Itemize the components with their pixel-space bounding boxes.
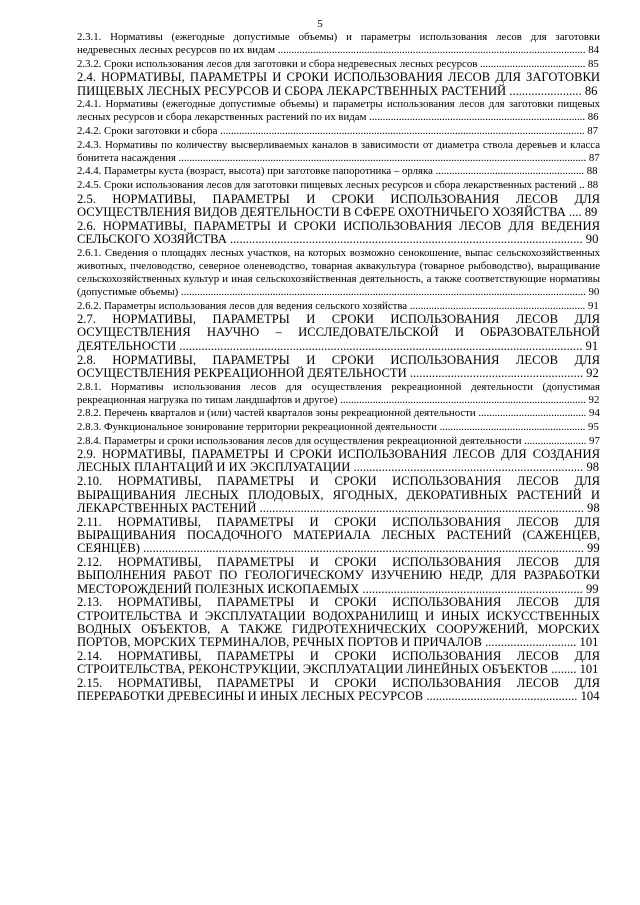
toc-entry-title: 2.11. НОРМАТИВЫ, ПАРАМЕТРЫ И СРОКИ ИСПОЛЬЗОВАНИЯ ЛЕСОВ ДЛЯ ВЫРАЩИВАНИЯ ПОСАДОЧНОГО МАТЕРИАЛА ЛЕСНЫХ РАСТЕНИЙ (САЖЕНЦЕВ, СЕЯНЦЕВ)	[77, 514, 600, 556]
toc-entry-title: 2.4.4. Параметры куста (возраст, высота) при заготовке папоротника – орляка	[77, 165, 433, 178]
dot-leader: ........	[548, 662, 580, 677]
dot-leader: ......................................................................................................................................................	[178, 286, 589, 298]
page-number: 5	[317, 18, 323, 30]
dot-leader: .......................................	[477, 57, 588, 70]
toc-entry-page: 101	[579, 662, 599, 677]
toc-entry[interactable]	[77, 677, 600, 704]
dot-leader: ..	[576, 178, 588, 191]
toc-entry-page: 86	[584, 83, 598, 98]
toc-entry-page: 91	[585, 338, 599, 353]
toc-entry[interactable]	[77, 435, 600, 448]
toc-entry-title: 2.6.1. Сведения о площадях лесных участков, на которых возможно сенокошение, выпас сельскохозяйственных животных, пчеловодство, северное оленеводство, товарная аквакультура (товарное рыбоводство), выращивание сельскохозяйственных культур и иная сельскохозяйственная деятельность, а также соответствующие нормативы (допустимые объемы)	[77, 246, 600, 298]
toc-entry[interactable]	[77, 165, 600, 178]
toc-entry-title: 2.6.2. Параметры использования лесов для ведения сельского хозяйства	[77, 299, 408, 312]
toc-entry[interactable]	[77, 650, 600, 677]
toc-entry-page: 88	[587, 178, 599, 191]
dot-leader: .......................................................	[406, 365, 587, 380]
toc-entry[interactable]	[77, 475, 600, 515]
toc-entry-page: 99	[587, 541, 600, 556]
dot-leader: .......................................................	[432, 165, 587, 178]
toc-entry-title: 2.4.2. Сроки заготовки и сбора	[77, 125, 218, 138]
toc-entry-title: 2.8. НОРМАТИВЫ, ПАРАМЕТРЫ И СРОКИ ИСПОЛЬЗОВАНИЯ ЛЕСОВ ДЛЯ ОСУЩЕСТВЛЕНИЯ РЕКРЕАЦИОННОЙ ДЕЯТЕЛЬНОСТИ	[77, 352, 600, 380]
toc-entry-title: 2.14. НОРМАТИВЫ, ПАРАМЕТРЫ И СРОКИ ИСПОЛЬЗОВАНИЯ ЛЕСОВ ДЛЯ СТРОИТЕЛЬСТВА, РЕКОНСТРУКЦИИ, ЭКСПЛУАТАЦИИ ЛИНЕЙНЫХ ОБЪЕКТОВ	[77, 649, 600, 677]
toc-entry-title: 2.3.2. Сроки использования лесов для заготовки и сбора недревесных лесных ресурсов	[77, 57, 478, 70]
dot-leader: ......................................................................	[359, 581, 586, 596]
toc-entry-title: 2.3.1. Нормативы (ежегодные допустимые объемы) и параметры использования лесов для заготовки недревесных лесных ресурсов по их видам	[77, 31, 600, 57]
dot-leader: .......................	[521, 434, 590, 447]
toc-entry-page: 86	[587, 111, 599, 124]
toc-entry[interactable]	[77, 313, 600, 353]
toc-entry-page: 98	[586, 460, 600, 475]
toc-entry[interactable]	[77, 448, 600, 475]
toc-entry-title: 2.5. НОРМАТИВЫ, ПАРАМЕТРЫ И СРОКИ ИСПОЛЬЗОВАНИЯ ЛЕСОВ ДЛЯ ОСУЩЕСТВЛЕНИЯ ВИДОВ ДЕЯТЕЛЬНОСТИ В СФЕРЕ ОХОТНИЧЬЕГО ХОЗЯЙСТВА	[77, 191, 600, 219]
toc-entry-title: 2.9. НОРМАТИВЫ, ПАРАМЕТРЫ И СРОКИ ИСПОЛЬЗОВАНИЯ ЛЕСОВ ДЛЯ СОЗДАНИЯ ЛЕСНЫХ ПЛАНТАЦИЙ И ИХ ЭКСПЛУАТАЦИИ	[77, 447, 600, 475]
toc-entry[interactable]	[77, 193, 600, 220]
toc-entry-title: 2.4.5. Сроки использования лесов для заготовки пищевых лесных ресурсов и сбора лекарственных растений	[77, 178, 577, 191]
toc-entry-page: 104	[580, 689, 600, 704]
dot-leader: .......................................................................................................	[256, 500, 588, 515]
toc-entry-page: 97	[589, 434, 600, 447]
toc-entry-page: 90	[588, 286, 600, 298]
dot-leader: ..................................................................................................................	[275, 44, 589, 57]
toc-entry-page: 89	[584, 204, 598, 219]
dot-leader: ...........................................................................................	[337, 393, 589, 406]
toc-entry-page: 85	[588, 57, 599, 70]
dot-leader: .......................	[506, 83, 585, 98]
toc-entry[interactable]	[77, 300, 600, 313]
toc-entry[interactable]	[77, 71, 600, 98]
dot-leader: ................................................	[423, 689, 581, 704]
toc-entry-title: 2.4.3. Нормативы по количеству высверливаемых каналов в зависимости от диаметра ствола деревьев и класса бонитета насаждения	[77, 138, 600, 164]
dot-leader: ......................................................	[436, 420, 589, 433]
toc-entry-page: 98	[587, 500, 600, 515]
toc-entry-page: 92	[586, 365, 599, 380]
toc-entry[interactable]	[77, 58, 600, 71]
dot-leader: .................................................................	[407, 299, 588, 312]
dot-leader: ....	[565, 204, 585, 219]
dot-leader: .........................................................................	[350, 460, 587, 475]
toc-entry-title: 2.4. НОРМАТИВЫ, ПАРАМЕТРЫ И СРОКИ ИСПОЛЬЗОВАНИЯ ЛЕСОВ ДЛЯ ЗАГОТОВКИ ПИЩЕВЫХ ЛЕСНЫХ РЕСУРСОВ И СБОРА ЛЕКАРСТВЕННЫХ РАСТЕНИЙ	[77, 70, 600, 98]
toc-entry-title: 2.13. НОРМАТИВЫ, ПАРАМЕТРЫ И СРОКИ ИСПОЛЬЗОВАНИЯ ЛЕСОВ ДЛЯ СТРОИТЕЛЬСТВА И ЭКСПЛУАТАЦИИ ВОДОХРАНИЛИЩ И ИНЫХ ИСКУССТВЕННЫХ ВОДНЫХ ОБЪЕКТОВ, А ТАКЖЕ ГИДРОТЕХНИЧЕСКИХ СООРУЖЕНИЙ, МОРСКИХ ПОРТОВ, МОРСКИХ ТЕРМИНАЛОВ, РЕЧНЫХ ПОРТОВ И ПРИЧАЛОВ	[77, 595, 600, 650]
toc-entry-page: 95	[588, 420, 599, 433]
toc-entry[interactable]	[77, 596, 600, 649]
toc-entry-title: 2.8.3. Функциональное зонирование территории рекреационной деятельности	[77, 420, 437, 433]
toc-entry[interactable]	[77, 31, 600, 57]
toc-entry[interactable]	[77, 556, 600, 596]
toc-entry-page: 87	[588, 151, 600, 164]
toc-entry[interactable]	[77, 516, 600, 556]
toc-entry[interactable]	[77, 407, 600, 420]
toc-entry-title: 2.6. НОРМАТИВЫ, ПАРАМЕТРЫ И СРОКИ ИСПОЛЬЗОВАНИЯ ЛЕСОВ ДЛЯ ВЕДЕНИЯ СЕЛЬСКОГО ХОЗЯЙСТВА	[77, 218, 600, 246]
toc-entry-title: 2.8.2. Перечень кварталов и (или) частей кварталов зоны рекреационной деятельности	[77, 407, 476, 420]
toc-entry-page: 88	[586, 165, 598, 178]
toc-entry-title: 2.7. НОРМАТИВЫ, ПАРАМЕТРЫ И СРОКИ ИСПОЛЬЗОВАНИЯ ЛЕСОВ ДЛЯ ОСУЩЕСТВЛЕНИЯ НАУЧНО – ИССЛЕДОВАТЕЛЬСКОЙ И ОБРАЗОВАТЕЛЬНОЙ ДЕЯТЕЛЬНОСТИ	[77, 312, 600, 353]
toc-entry-title: 2.8.1. Нормативы использования лесов для осуществления рекреационной деятельности (допустимая рекреационная нагрузка по типам ландшафтов и другое)	[77, 380, 600, 406]
toc-entry[interactable]	[77, 354, 600, 381]
toc-entry-title: 2.12. НОРМАТИВЫ, ПАРАМЕТРЫ И СРОКИ ИСПОЛЬЗОВАНИЯ ЛЕСОВ ДЛЯ ВЫПОЛНЕНИЯ РАБОТ ПО ГЕОЛОГИЧЕСКОМУ ИЗУЧЕНИЮ НЕДР, ДЛЯ РАЗРАБОТКИ МЕСТОРОЖДЕНИЙ ПОЛЕЗНЫХ ИСКОПАЕМЫХ	[77, 555, 600, 596]
toc-entry-page: 99	[585, 581, 599, 596]
dot-leader: .......................................................................................................................................	[217, 125, 588, 138]
toc-entry[interactable]	[77, 179, 600, 192]
toc-entry-title: 2.10. НОРМАТИВЫ, ПАРАМЕТРЫ И СРОКИ ИСПОЛЬЗОВАНИЯ ЛЕСОВ ДЛЯ ВЫРАЩИВАНИЯ ЛЕСНЫХ ПЛОДОВЫХ, ЯГОДНЫХ, ДЕКОРАТИВНЫХ РАСТЕНИЙ И ЛЕКАРСТВЕННЫХ РАСТЕНИЙ	[77, 474, 600, 515]
table-of-contents	[77, 31, 600, 704]
dot-leader: ................................................................................................................................	[176, 338, 586, 353]
dot-leader: ................................................................................	[366, 111, 588, 124]
dot-leader: ........................................	[475, 407, 590, 420]
toc-entry-page: 91	[587, 299, 599, 312]
toc-entry[interactable]	[77, 98, 600, 124]
toc-entry[interactable]	[77, 247, 600, 299]
toc-entry[interactable]	[77, 139, 600, 165]
toc-entry[interactable]	[77, 220, 600, 247]
dot-leader: .......................................................................................................................................................	[175, 151, 589, 164]
dot-leader: .............................	[481, 635, 580, 650]
toc-entry[interactable]	[77, 125, 600, 138]
toc-entry-page: 101	[579, 635, 599, 650]
toc-entry[interactable]	[77, 381, 600, 407]
toc-entry[interactable]	[77, 421, 600, 434]
toc-entry-page: 92	[588, 393, 600, 406]
toc-entry-title: 2.4.1. Нормативы (ежегодные допустимые объемы) и параметры использования лесов для заготовки пищевых лесных ресурсов и сбора лекарственных растений по их видам	[77, 98, 600, 124]
toc-entry-page: 94	[589, 407, 600, 420]
dot-leader: ................................................................................................................	[226, 231, 586, 246]
toc-entry-page: 84	[588, 44, 600, 57]
toc-entry-page: 90	[585, 231, 599, 246]
toc-entry-page: 87	[587, 125, 599, 138]
toc-entry-title: 2.8.4. Параметры и сроки использования лесов для осуществления рекреационной деятельности	[77, 434, 522, 447]
dot-leader: ............................................................................................................................................	[139, 541, 588, 556]
toc-entry-title: 2.15. НОРМАТИВЫ, ПАРАМЕТРЫ И СРОКИ ИСПОЛЬЗОВАНИЯ ЛЕСОВ ДЛЯ ПЕРЕРАБОТКИ ДРЕВЕСИНЫ И ИНЫХ ЛЕСНЫХ РЕСУРСОВ	[77, 676, 600, 704]
